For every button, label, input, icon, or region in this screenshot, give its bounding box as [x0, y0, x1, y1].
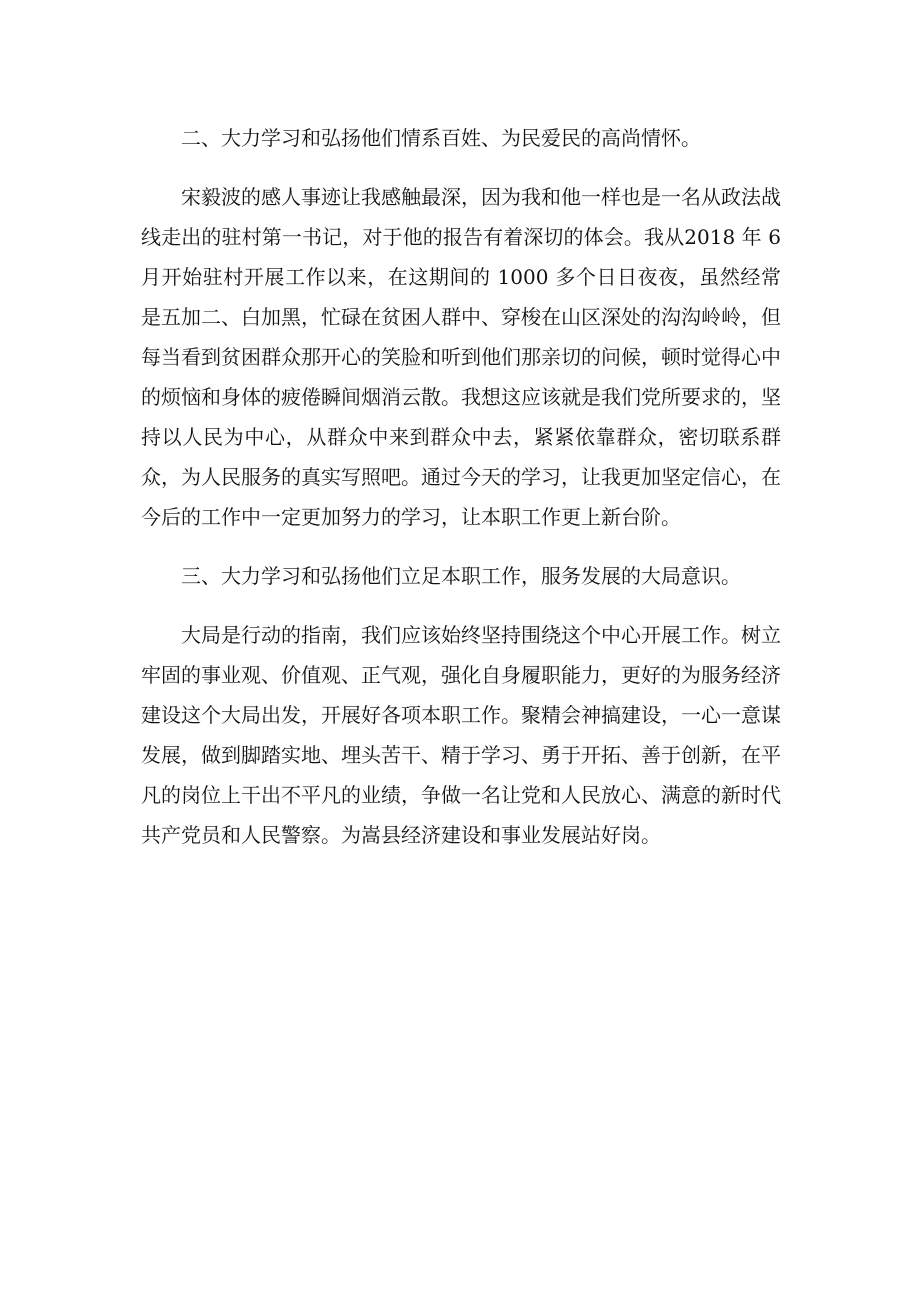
- document-body: [141, 118, 781, 855]
- paragraph-section-2: 宋毅波的感人事迹让我感触最深，因为我和他一样也是一名从政法战线走出的驻村第一书记，对于他的报告有着深切的体会。我从2018 年 6 月开始驻村开展工作以来，在这期间的 1000 多个日日夜夜，虽然经常是五加二、白加黑，忙碌在贫困人群中、穿梭在山区深处的沟沟岭岭，但每当看到贫困群众那开心的笑脸和听到他们那亲切的问候，顿时觉得心中的烦恼和身体的疲倦瞬间烟消云散。我想这应该就是我们党所要求的，坚持以人民为中心，从群众中来到群众中去，紧紧依靠群众，密切联系群众，为人民服务的真实写照吧。通过今天的学习，让我更加坚定信心，在今后的工作中一定更加努力的学习，让本职工作更上新台阶。: [141, 185, 781, 529]
- paragraph-section-3: 大局是行动的指南，我们应该始终坚持围绕这个中心开展工作。树立牢固的事业观、价值观、正气观，强化自身履职能力，更好的为服务经济建设这个大局出发，开展好各项本职工作。聚精会神搞建设，一心一意谋发展，做到脚踏实地、埋头苦干、精于学习、勇于开拓、善于创新，在平凡的岗位上干出不平凡的业绩，争做一名让党和人民放心、满意的新时代共产党员和人民警察。为嵩县经济建设和事业发展站好岗。: [141, 623, 781, 847]
- section-heading-3: 三、大力学习和弘扬他们立足本职工作，服务发展的大局意识。: [181, 564, 741, 588]
- section-heading-2: 二、大力学习和弘扬他们情系百姓、为民爱民的高尚情怀。: [181, 126, 701, 150]
